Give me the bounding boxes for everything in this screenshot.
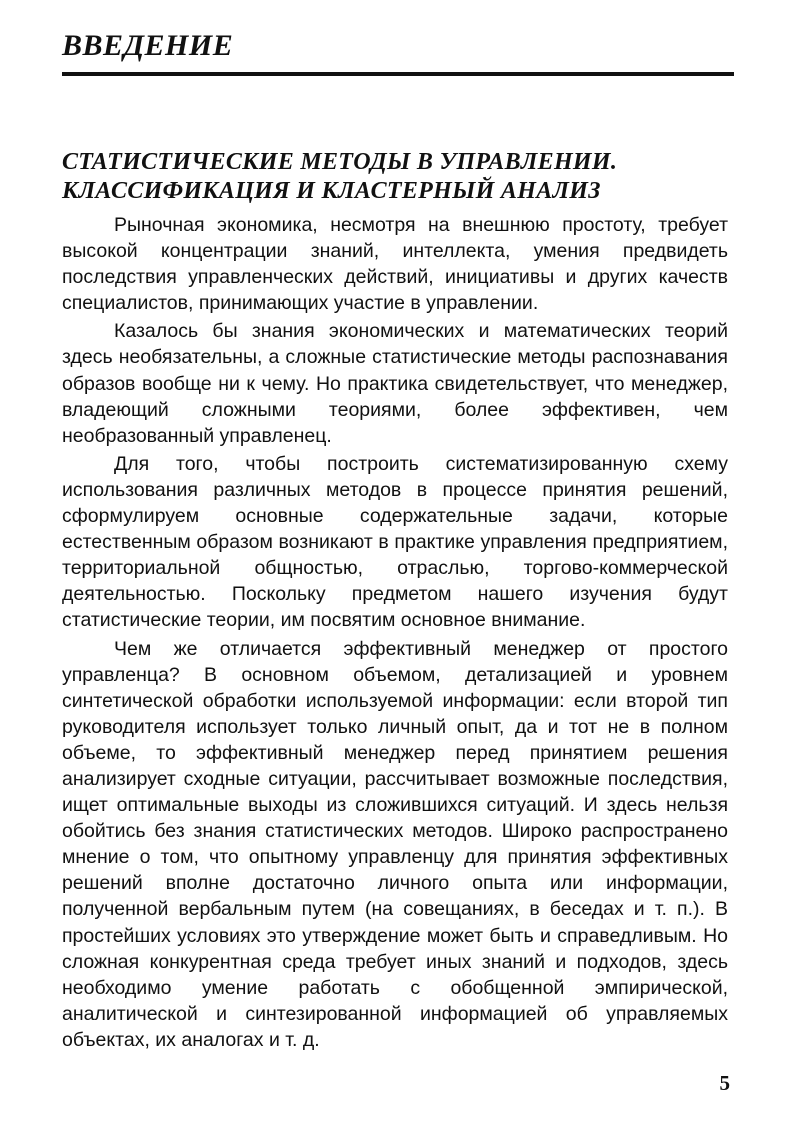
- page-number: 5: [719, 1071, 730, 1095]
- chapter-title: ВВЕДЕНИЕ: [62, 29, 234, 62]
- paragraph: Для того, чтобы построить систематизированную схему использования различных методов в процессе принятия решений, сформулируем основные содержательные задачи, которые естественным образом возникают в практике управления предприятием, территориальной общностью, отраслью, торгово-коммерческой деятельностью. Поскольку предметом нашего изучения будут статистические теории, им посвятим основное внимание.: [62, 452, 728, 632]
- paragraph: Рыночная экономика, несмотря на внешнюю простоту, требует высокой концентрации знаний, интеллекта, умения предвидеть последствия управленческих действий, инициативы и других качеств специалистов, принимающих участие в управлении.: [62, 214, 728, 315]
- section-title: [62, 148, 734, 206]
- paragraph: Казалось бы знания экономических и математических теорий здесь необязательны, а сложные статистические методы распознавания образов вообще ни к чему. Но практика свидетельствует, что менеджер, владеющий сложными теориями, более эффективен, чем необразованный управленец.: [62, 320, 728, 447]
- body-text: [62, 212, 728, 1055]
- paragraph: Чем же отличается эффективный менеджер от простого управленца? В основном объемом, детализацией и уровнем синтетической обработки используемой информации: если второй тип руководителя использует только личный опыт, да и тот не в полном объеме, то эффективный менеджер перед принятием решения анализирует сходные ситуации, рассчитывает возможные последствия, ищет оптимальные выходы из сложившихся ситуаций. И здесь нельзя обойтись без знания статистических методов. Широко распространено мнение о том, что опытному управленцу для принятия эффективных решений вполне достаточно личного опыта или информации, полученной вербальным путем (на совещаниях, в беседах и т. п.). В простейших условиях это утверждение может быть и справедливым. Но сложная конкурентная среда требует иных знаний и подходов, здесь необходимо умение работать с обобщенной эмпирической, аналитической и синтезированной информацией об управляемых объектах, их аналогах и т. д.: [62, 637, 728, 1051]
- section-title-line-2: КЛАССИФИКАЦИЯ И КЛАСТЕРНЫЙ АНАЛИЗ: [62, 178, 601, 204]
- header-rule: [62, 72, 734, 76]
- section-title-line-1: СТАТИСТИЧЕСКИЕ МЕТОДЫ В УПРАВЛЕНИИ.: [62, 149, 618, 175]
